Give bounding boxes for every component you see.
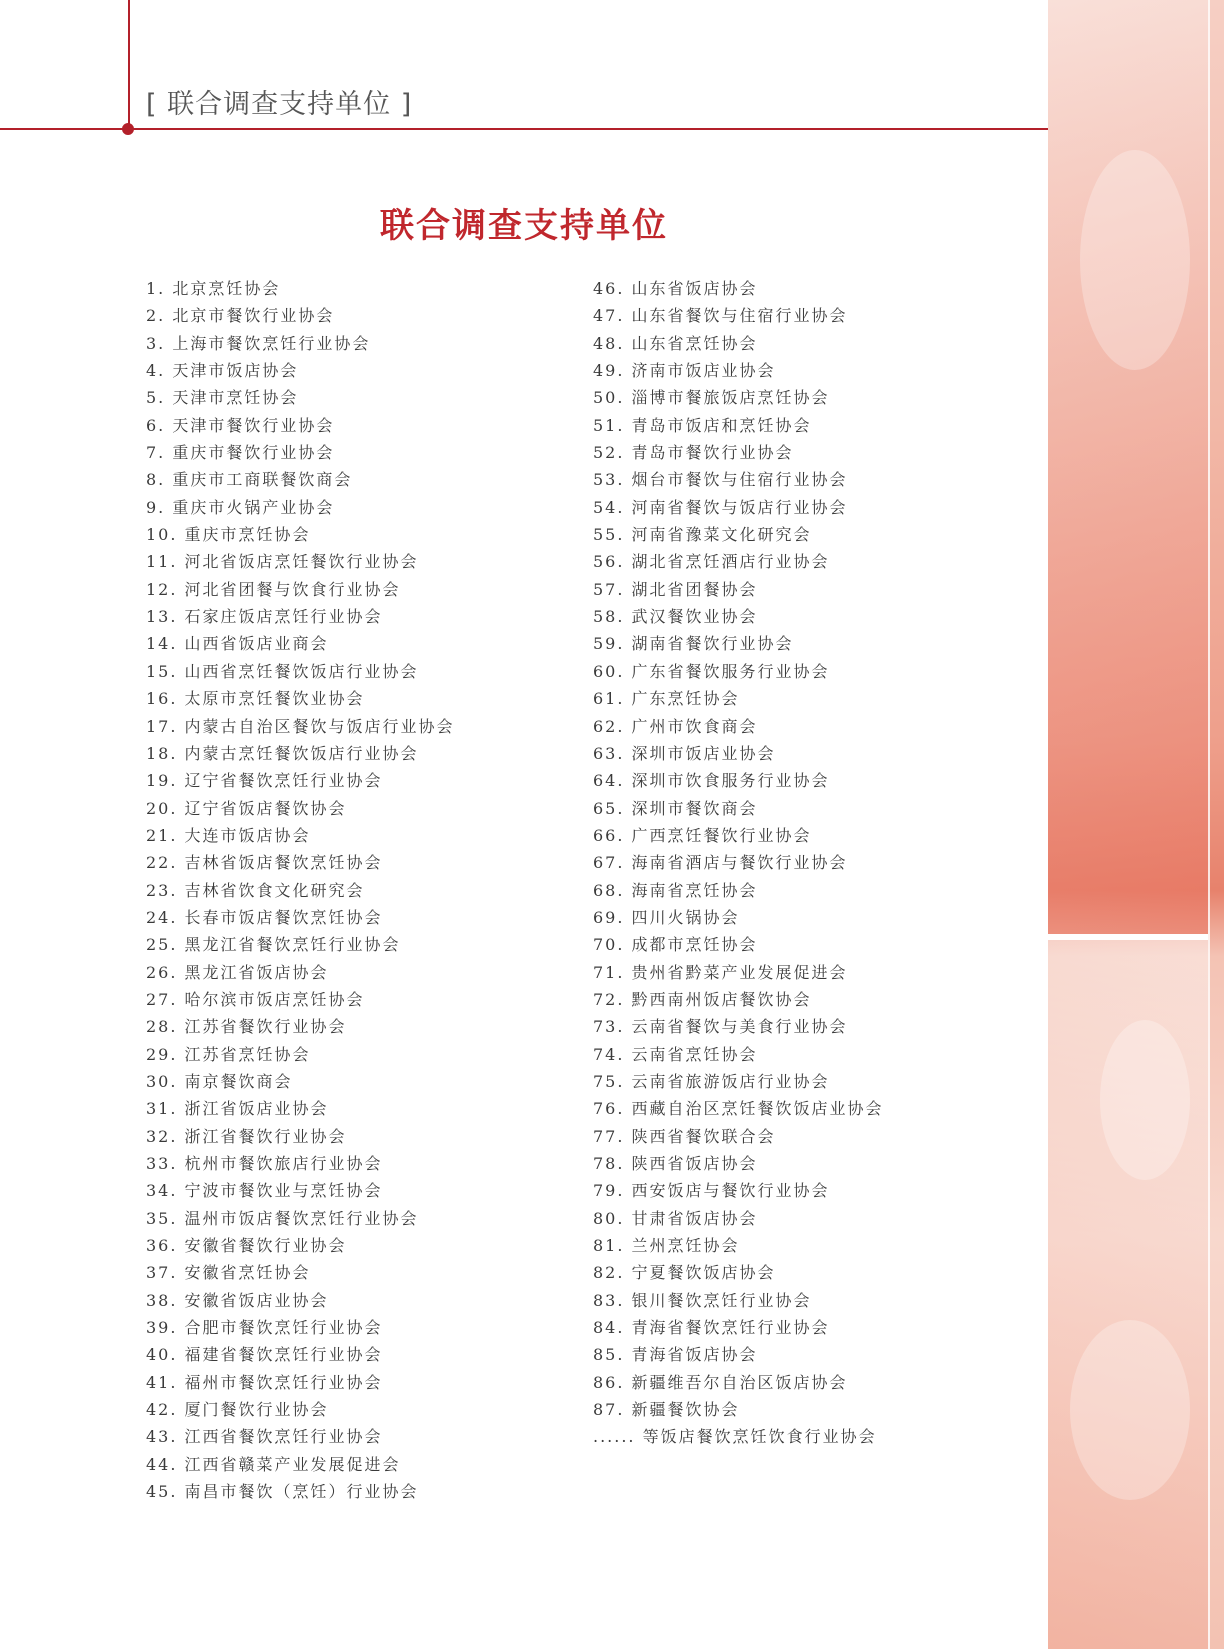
list-item: 73. 云南省餐饮与美食行业协会 <box>593 1017 848 1037</box>
list-item: 49. 济南市饭店业协会 <box>593 361 776 381</box>
list-item: 16. 太原市烹饪餐饮业协会 <box>146 689 365 709</box>
list-item: 37. 安徽省烹饪协会 <box>146 1263 311 1283</box>
list-item: 52. 青岛市餐饮行业协会 <box>593 443 794 463</box>
list-item: 8. 重庆市工商联餐饮商会 <box>146 470 353 490</box>
list-item: 70. 成都市烹饪协会 <box>593 935 758 955</box>
list-item: 26. 黑龙江省饭店协会 <box>146 962 329 982</box>
left-column-list <box>146 275 455 1505</box>
list-item: 24. 长春市饭店餐饮烹饪协会 <box>146 907 383 927</box>
list-item: 85. 青海省饭店协会 <box>593 1345 758 1365</box>
list-item: 28. 江苏省餐饮行业协会 <box>146 1017 347 1037</box>
list-item: 38. 安徽省饭店业协会 <box>146 1290 329 1310</box>
list-item: 13. 石家庄饭店烹饪行业协会 <box>146 607 383 627</box>
list-item: 59. 湖南省餐饮行业协会 <box>593 634 794 654</box>
list-item: 80. 甘肃省饭店协会 <box>593 1208 758 1228</box>
list-item: 12. 河北省团餐与饮食行业协会 <box>146 579 401 599</box>
list-item: 32. 浙江省餐饮行业协会 <box>146 1126 347 1146</box>
list-item: 39. 合肥市餐饮烹饪行业协会 <box>146 1318 383 1338</box>
list-item: 43. 江西省餐饮烹饪行业协会 <box>146 1427 383 1447</box>
list-item: 21. 大连市饭店协会 <box>146 825 311 845</box>
list-item: 71. 贵州省黔菜产业发展促进会 <box>593 962 848 982</box>
list-item: 34. 宁波市餐饮业与烹饪协会 <box>146 1181 383 1201</box>
list-item: 86. 新疆维吾尔自治区饭店协会 <box>593 1372 848 1392</box>
list-item: 82. 宁夏餐饮饭店协会 <box>593 1263 776 1283</box>
list-item: 10. 重庆市烹饪协会 <box>146 525 311 545</box>
list-item: 79. 西安饭店与餐饮行业协会 <box>593 1181 830 1201</box>
list-item: 60. 广东省餐饮服务行业协会 <box>593 661 830 681</box>
list-item: 50. 淄博市餐旅饭店烹饪协会 <box>593 388 830 408</box>
list-item: 87. 新疆餐饮协会 <box>593 1400 740 1420</box>
list-item: 81. 兰州烹饪协会 <box>593 1236 740 1256</box>
list-item: 25. 黑龙江省餐饮烹饪行业协会 <box>146 935 401 955</box>
decorative-edge-line <box>1208 0 1210 1649</box>
list-item: 78. 陕西省饭店协会 <box>593 1154 758 1173</box>
list-item: 5. 天津市烹饪协会 <box>146 388 299 408</box>
list-item: 1. 北京烹饪协会 <box>146 279 281 298</box>
list-item: 20. 辽宁省饭店餐饮协会 <box>146 798 347 818</box>
list-item: 11. 河北省饭店烹饪餐饮行业协会 <box>146 552 419 572</box>
list-item: 55. 河南省豫菜文化研究会 <box>593 525 812 545</box>
list-item: 76. 西藏自治区烹饪餐饮饭店业协会 <box>593 1099 884 1119</box>
list-item: 42. 厦门餐饮行业协会 <box>146 1400 329 1420</box>
list-item: 31. 浙江省饭店业协会 <box>146 1099 329 1119</box>
list-item: 22. 吉林省饭店餐饮烹饪协会 <box>146 853 383 873</box>
list-item: 29. 江苏省烹饪协会 <box>146 1044 311 1064</box>
list-item: 4. 天津市饭店协会 <box>146 361 299 381</box>
list-item: 51. 青岛市饭店和烹饪协会 <box>593 415 812 435</box>
list-item: 75. 云南省旅游饭店行业协会 <box>593 1071 830 1091</box>
list-item: 67. 海南省酒店与餐饮行业协会 <box>593 853 848 873</box>
decorative-photo-upper <box>1048 0 1208 936</box>
list-item: 56. 湖北省烹饪酒店行业协会 <box>593 552 830 572</box>
list-item: 68. 海南省烹饪协会 <box>593 880 758 900</box>
list-item: 17. 内蒙古自治区餐饮与饭店行业协会 <box>146 716 455 736</box>
list-item: 69. 四川火锅协会 <box>593 907 740 927</box>
list-item: 65. 深圳市餐饮商会 <box>593 798 758 818</box>
list-item: 54. 河南省餐饮与饭店行业协会 <box>593 497 848 517</box>
list-item: 47. 山东省餐饮与住宿行业协会 <box>593 306 848 326</box>
list-item: ...... 等饭店餐饮烹饪饮食行业协会 <box>593 1427 877 1447</box>
list-item: 30. 南京餐饮商会 <box>146 1071 293 1091</box>
list-item: 57. 湖北省团餐协会 <box>593 579 758 599</box>
list-item: 40. 福建省餐饮烹饪行业协会 <box>146 1345 383 1365</box>
header-rule-dot <box>122 123 134 135</box>
list-item: 74. 云南省烹饪协会 <box>593 1044 758 1064</box>
right-column-list <box>593 275 884 1451</box>
list-item: 72. 黔西南州饭店餐饮协会 <box>593 989 812 1009</box>
section-label: [ 联合调查支持单位 ] <box>146 89 413 120</box>
list-item: 14. 山西省饭店业商会 <box>146 634 329 654</box>
list-item: 41. 福州市餐饮烹饪行业协会 <box>146 1372 383 1392</box>
page-title: 联合调查支持单位 <box>380 206 668 246</box>
list-item: 19. 辽宁省餐饮烹饪行业协会 <box>146 771 383 791</box>
list-item: 83. 银川餐饮烹饪行业协会 <box>593 1290 812 1310</box>
decorative-highlight <box>1100 1020 1190 1180</box>
list-item: 66. 广西烹饪餐饮行业协会 <box>593 825 812 845</box>
list-item: 45. 南昌市餐饮（烹饪）行业协会 <box>146 1482 419 1502</box>
list-item: 9. 重庆市火锅产业协会 <box>146 497 335 517</box>
list-item: 63. 深圳市饭店业协会 <box>593 743 776 763</box>
list-item: 27. 哈尔滨市饭店烹饪协会 <box>146 989 365 1009</box>
list-item: 62. 广州市饮食商会 <box>593 716 758 736</box>
list-item: 2. 北京市餐饮行业协会 <box>146 306 335 326</box>
header-vertical-rule <box>128 0 130 130</box>
list-item: 35. 温州市饭店餐饮烹饪行业协会 <box>146 1208 419 1228</box>
list-item: 58. 武汉餐饮业协会 <box>593 607 758 627</box>
list-item: 61. 广东烹饪协会 <box>593 689 740 709</box>
list-item: 44. 江西省赣菜产业发展促进会 <box>146 1454 401 1474</box>
header-horizontal-rule <box>0 128 1048 130</box>
list-item: 36. 安徽省餐饮行业协会 <box>146 1236 347 1256</box>
list-item: 3. 上海市餐饮烹饪行业协会 <box>146 333 371 353</box>
list-item: 46. 山东省饭店协会 <box>593 279 758 298</box>
list-item: 64. 深圳市饮食服务行业协会 <box>593 771 830 791</box>
list-item: 33. 杭州市餐饮旅店行业协会 <box>146 1154 383 1173</box>
list-item: 53. 烟台市餐饮与住宿行业协会 <box>593 470 848 490</box>
list-item: 18. 内蒙古烹饪餐饮饭店行业协会 <box>146 743 419 763</box>
decorative-highlight <box>1080 150 1190 370</box>
list-item: 7. 重庆市餐饮行业协会 <box>146 443 335 463</box>
list-item: 23. 吉林省饮食文化研究会 <box>146 880 365 900</box>
list-item: 6. 天津市餐饮行业协会 <box>146 415 335 435</box>
list-item: 77. 陕西省餐饮联合会 <box>593 1126 776 1146</box>
list-item: 84. 青海省餐饮烹饪行业协会 <box>593 1318 830 1338</box>
list-item: 48. 山东省烹饪协会 <box>593 333 758 353</box>
decorative-highlight <box>1070 1320 1190 1500</box>
list-item: 15. 山西省烹饪餐饮饭店行业协会 <box>146 661 419 681</box>
